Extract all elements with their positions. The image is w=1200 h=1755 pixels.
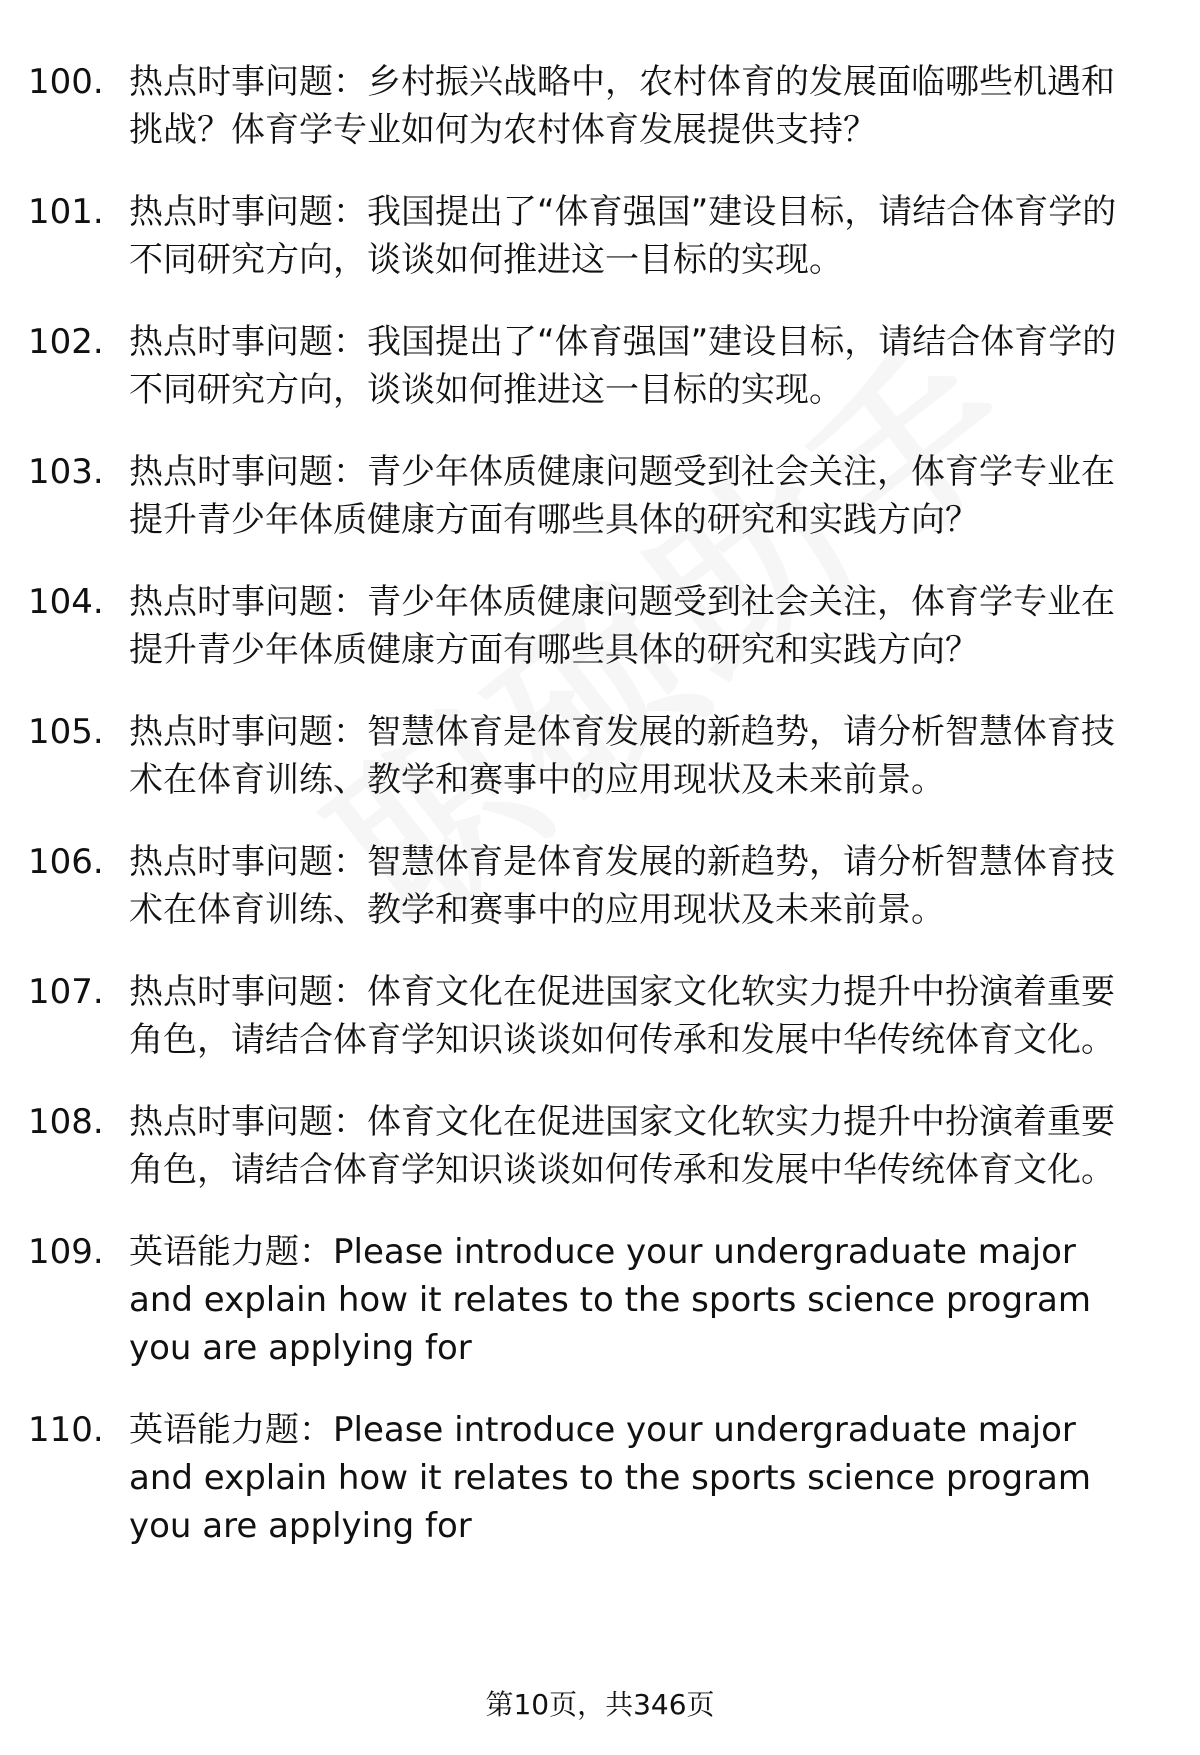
question-number: 105. — [28, 712, 104, 752]
question-text: 热点时事问题：我国提出了“体育强国”建设目标，请结合体育学的不同研究方向，谈谈如何推进这一目标的实现。 — [129, 322, 1117, 410]
page-footer — [0, 1685, 1200, 1725]
question-text: 热点时事问题：青少年体质健康问题受到社会关注，体育学专业在提升青少年体质健康方面有哪些具体的研究和实践方向？ — [129, 452, 1115, 540]
question-text: 热点时事问题：智慧体育是体育发展的新趋势，请分析智慧体育技术在体育训练、教学和赛事中的应用现状及未来前景。 — [129, 712, 1115, 800]
question-number: 107. — [28, 972, 104, 1012]
question-number: 110. — [28, 1410, 104, 1450]
question-item — [28, 1228, 1143, 1372]
question-number: 100. — [28, 62, 104, 102]
question-text: 热点时事问题：体育文化在促进国家文化软实力提升中扮演着重要角色，请结合体育学知识谈谈如何传承和发展中华传统体育文化。 — [129, 972, 1115, 1060]
question-text: 热点时事问题：乡村振兴战略中，农村体育的发展面临哪些机遇和挑战？体育学专业如何为农村体育发展提供支持？ — [129, 62, 1115, 150]
question-text: 热点时事问题：青少年体质健康问题受到社会关注，体育学专业在提升青少年体质健康方面有哪些具体的研究和实践方向？ — [129, 582, 1115, 670]
question-number: 102. — [28, 322, 104, 362]
page-number-label: 第10页，共346页 — [485, 1688, 715, 1721]
question-text: 热点时事问题：我国提出了“体育强国”建设目标，请结合体育学的不同研究方向，谈谈如何推进这一目标的实现。 — [129, 192, 1117, 280]
question-item — [28, 188, 1143, 284]
question-text: 热点时事问题：智慧体育是体育发展的新趋势，请分析智慧体育技术在体育训练、教学和赛事中的应用现状及未来前景。 — [129, 842, 1115, 930]
question-item — [28, 1406, 1143, 1550]
question-item — [28, 968, 1143, 1064]
question-item — [28, 708, 1143, 804]
question-number: 101. — [28, 192, 104, 232]
question-item — [28, 58, 1143, 154]
question-number: 104. — [28, 582, 104, 622]
question-text: 热点时事问题：体育文化在促进国家文化软实力提升中扮演着重要角色，请结合体育学知识谈谈如何传承和发展中华传统体育文化。 — [129, 1102, 1115, 1190]
question-number: 103. — [28, 452, 104, 492]
question-item — [28, 838, 1143, 934]
question-number: 106. — [28, 842, 104, 882]
question-item — [28, 448, 1143, 544]
question-text: 英语能力题：Please introduce your undergraduate major and explain how it relates to the sports science program you are applying for — [129, 1410, 1091, 1546]
question-number: 109. — [28, 1232, 104, 1272]
question-item — [28, 578, 1143, 674]
question-text: 英语能力题：Please introduce your undergraduate major and explain how it relates to the sports science program you are applying for — [129, 1232, 1091, 1368]
question-item — [28, 1098, 1143, 1194]
question-list — [28, 58, 1143, 1584]
question-number: 108. — [28, 1102, 104, 1142]
question-item — [28, 318, 1143, 414]
